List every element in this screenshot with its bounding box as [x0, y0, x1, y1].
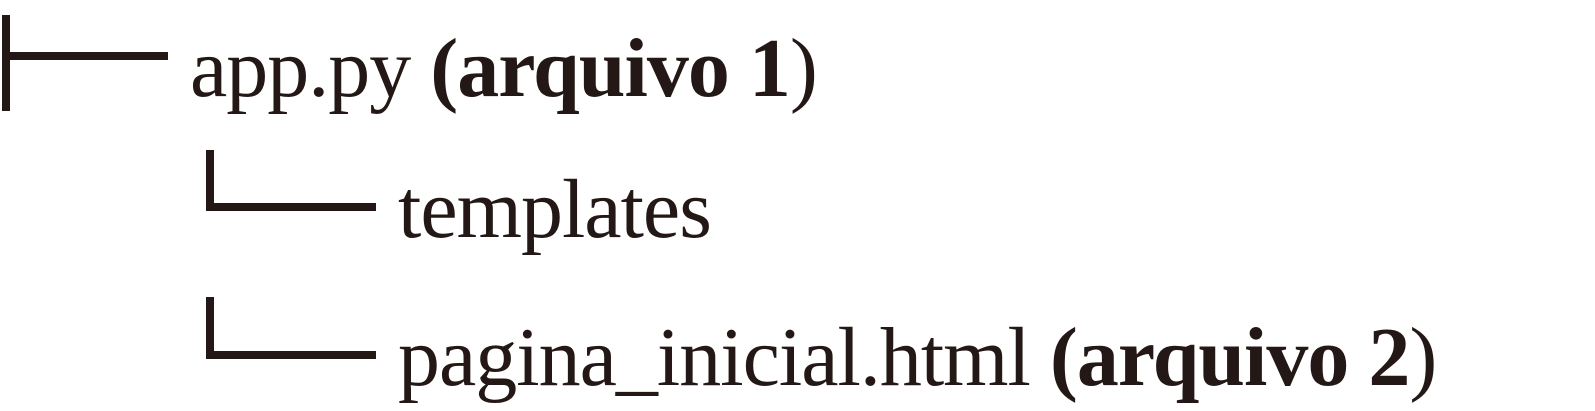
paren-close: ) — [1409, 311, 1437, 404]
tree-connector-root-vertical — [2, 15, 10, 111]
file-annotation: arquivo 2 — [1076, 311, 1410, 404]
tree-connector-child-vertical — [206, 297, 214, 359]
paren-close: ) — [789, 22, 817, 115]
tree-connector-folder-horizontal — [206, 203, 376, 211]
tree-connector-root-horizontal — [2, 52, 168, 60]
tree-item-templates — [398, 163, 711, 256]
file-annotation: arquivo 1 — [457, 22, 790, 115]
tree-item-app-py — [190, 22, 817, 115]
paren-open: ( — [430, 22, 458, 115]
tree-connector-child-horizontal — [206, 351, 376, 359]
tree-item-pagina-inicial — [398, 311, 1437, 404]
file-name: pagina_inicial.html — [398, 311, 1030, 404]
folder-name: templates — [398, 163, 711, 256]
tree-connector-folder-vertical — [206, 150, 214, 211]
file-name: app.py — [190, 22, 411, 115]
paren-open: ( — [1049, 311, 1077, 404]
